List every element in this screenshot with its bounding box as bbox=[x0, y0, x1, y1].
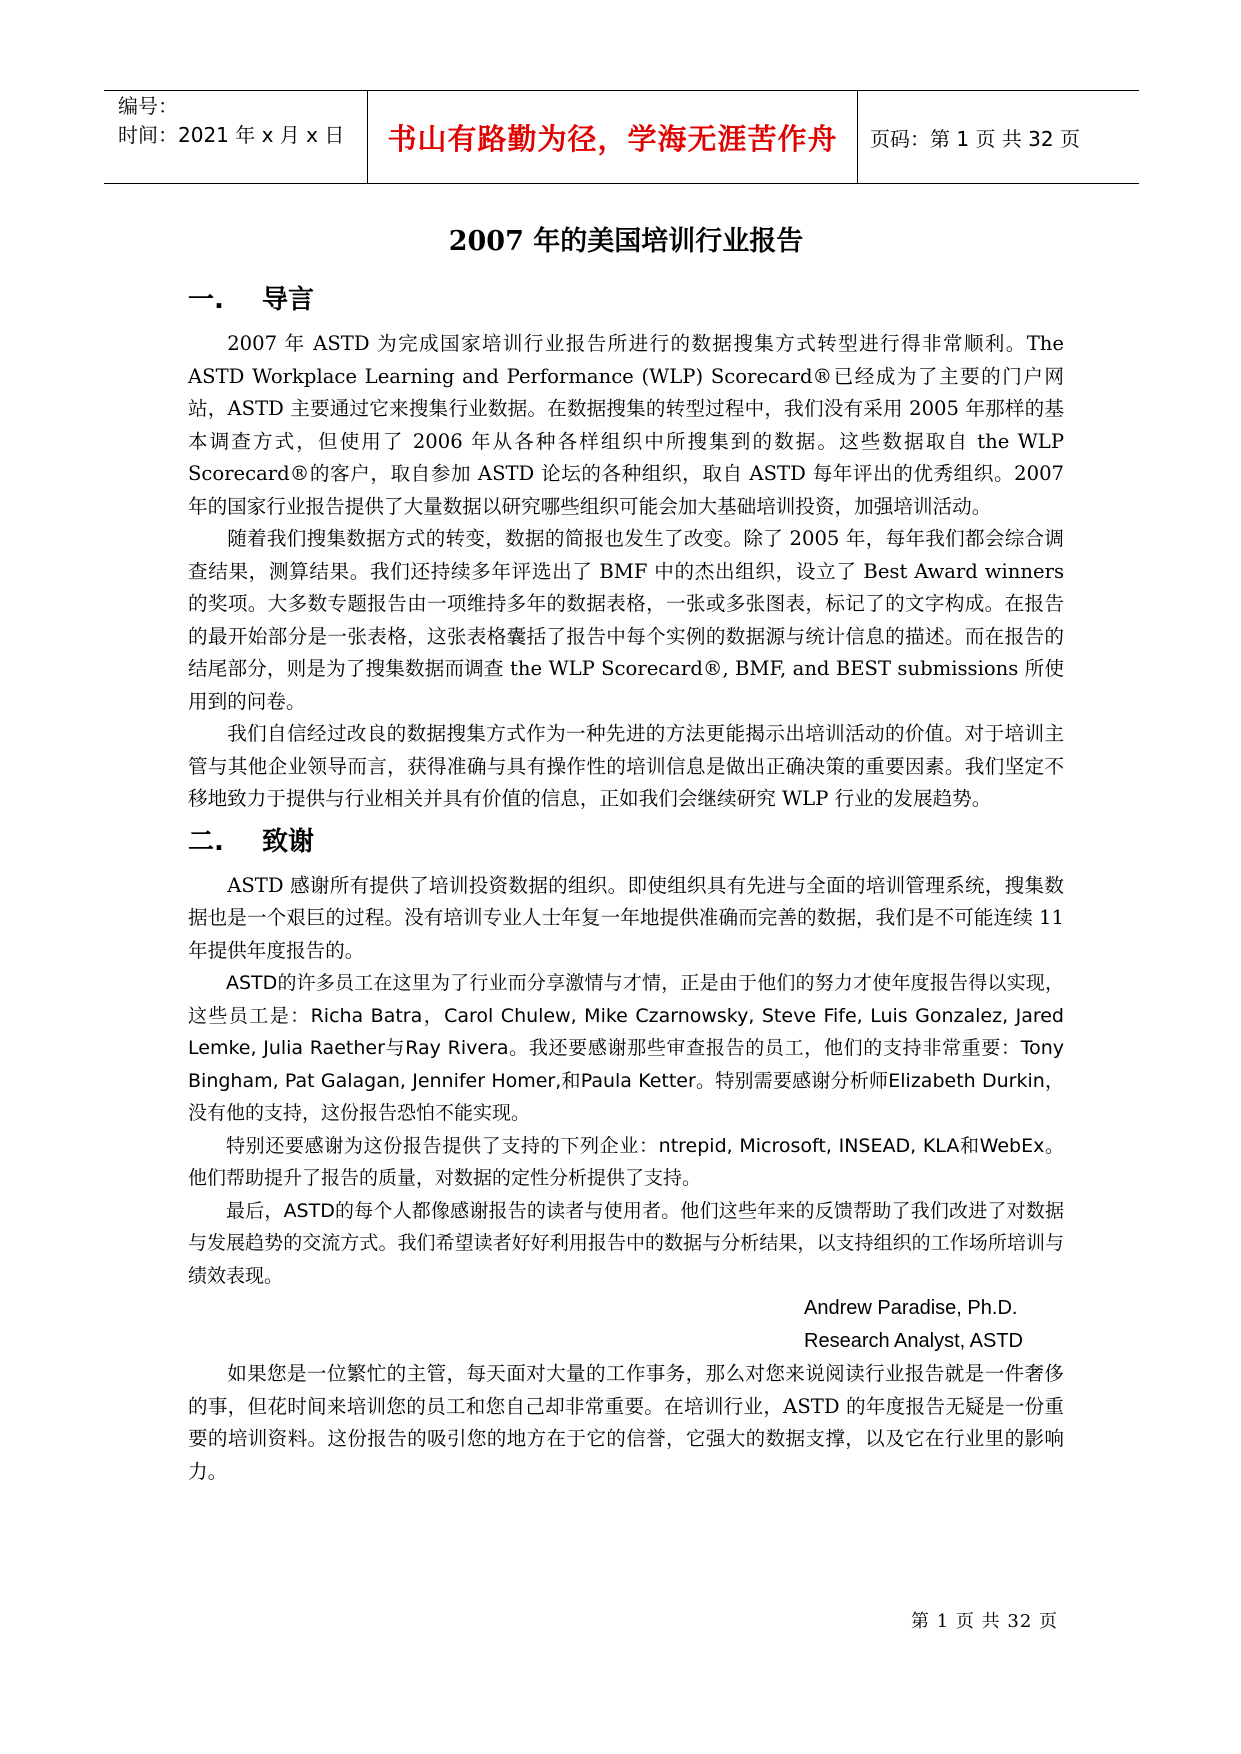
document-title: 2007 年的美国培训行业报告 bbox=[448, 226, 804, 257]
header-meta-cell bbox=[104, 91, 368, 183]
paragraph: 特别还要感谢为这份报告提供了支持的下列企业：ntrepid, Microsoft, INSEAD, KLA和WebEx。他们帮助提升了报告的质量，对数据的定性分析提供了支持。 bbox=[188, 1134, 1064, 1189]
time-line: 时间：2021 年 x 月 x 日 bbox=[118, 123, 345, 147]
header-page-cell bbox=[858, 91, 1139, 183]
paragraph: 2007 年 ASTD 为完成国家培训行业报告所进行的数据搜集方式转型进行得非常顺利。The ASTD Workplace Learning and Performance (WLP) Scorecard®已经成为了主要的门户网站，ASTD 主要通过它来搜集行业数据。在数据搜集的转型过程中，我们没有采用 2005 年那样的基本调查方式，但使用了 2006 年从各种各样组织中所搜集到的数据。这些数据取自 the WLP Scorecard®的客户，取自参加 ASTD 论坛的各种组织，取自 ASTD 每年评出的优秀组织。2007 年的国家行业报告提供了大量数据以研究哪些组织可能会加大基础培训投资，加强培训活动。 bbox=[188, 332, 1064, 518]
header-motto-cell bbox=[368, 91, 858, 183]
section-number: 二. bbox=[188, 826, 224, 857]
section-number: 一. bbox=[188, 285, 224, 315]
header-page-info: 页码：第 1 页 共 32 页 bbox=[870, 126, 1080, 151]
serial-number-label: 编号： bbox=[118, 94, 178, 118]
section-heading-introduction bbox=[188, 282, 1064, 318]
page-footer: 第 1 页 共 32 页 bbox=[911, 1611, 1058, 1632]
document-body bbox=[188, 222, 1064, 1488]
section-heading-acknowledgements bbox=[188, 824, 1064, 860]
section-title: 导言 bbox=[262, 285, 315, 315]
header-motto: 书山有路勤为径，学海无涯苦作舟 bbox=[387, 121, 838, 156]
closing-paragraph: 如果您是一位繁忙的主管，每天面对大量的工作事务，那么对您来说阅读行业报告就是一件奢侈的事，但花时间来培训您的员工和您自己却非常重要。在培训行业，ASTD 的年度报告无疑是一份重要的培训资料。这份报告的吸引您的地方在于它的信誉，它强大的数据支撑，以及它在行业里的影响力。 bbox=[188, 1362, 1064, 1483]
section-title: 致谢 bbox=[262, 826, 315, 857]
paragraph: 我们自信经过改良的数据搜集方式作为一种先进的方法更能揭示出培训活动的价值。对于培训主管与其他企业领导而言，获得准确与具有操作性的培训信息是做出正确决策的重要因素。我们坚定不移地致力于提供与行业相关并具有价值的信息，正如我们会继续研究 WLP 行业的发展趋势。 bbox=[188, 722, 1064, 810]
signature-title: Research Analyst, ASTD bbox=[804, 1330, 1023, 1352]
paragraph: ASTD的许多员工在这里为了行业而分享激情与才情，正是由于他们的努力才使年度报告得以实现，这些员工是：Richa Batra，Carol Chulew, Mike Czarnowsky, Steve Fife, Luis Gonzalez, Jared Lemke, Julia Raether与Ray Rivera。我还要感谢那些审查报告的员工，他们的支持非常重要：Tony Bingham, Pat Galagan, Jennifer Homer,和Paula Ketter。特别需要感谢分析师Elizabeth Durkin，没有他的支持，这份报告恐怕不能实现。 bbox=[188, 972, 1064, 1124]
page-header bbox=[104, 90, 1139, 184]
paragraph: 最后，ASTD的每个人都像感谢报告的读者与使用者。他们这些年来的反馈帮助了我们改进了对数据与发展趋势的交流方式。我们希望读者好好利用报告中的数据与分析结果，以支持组织的工作场所培训与绩效表现。 bbox=[188, 1199, 1064, 1287]
paragraph: 随着我们搜集数据方式的转变，数据的简报也发生了改变。除了 2005 年，每年我们都会综合调查结果，测算结果。我们还持续多年评选出了 BMF 中的杰出组织，设立了 Best Award winners 的奖项。大多数专题报告由一项维持多年的数据表格，一张或多张图表，标记了的文字构成。在报告的最开始部分是一张表格，这张表格囊括了报告中每个实例的数据源与统计信息的描述。而在报告的结尾部分，则是为了搜集数据而调查 the WLP Scorecard®, BMF, and BEST submissions 所使用到的问卷。 bbox=[188, 527, 1064, 713]
paragraph: ASTD 感谢所有提供了培训投资数据的组织。即使组织具有先进与全面的培训管理系统，搜集数据也是一个艰巨的过程。没有培训专业人士年复一年地提供准确而完善的数据，我们是不可能连续 11 年提供年度报告的。 bbox=[188, 873, 1064, 962]
signature-name: Andrew Paradise, Ph.D. bbox=[804, 1297, 1018, 1319]
